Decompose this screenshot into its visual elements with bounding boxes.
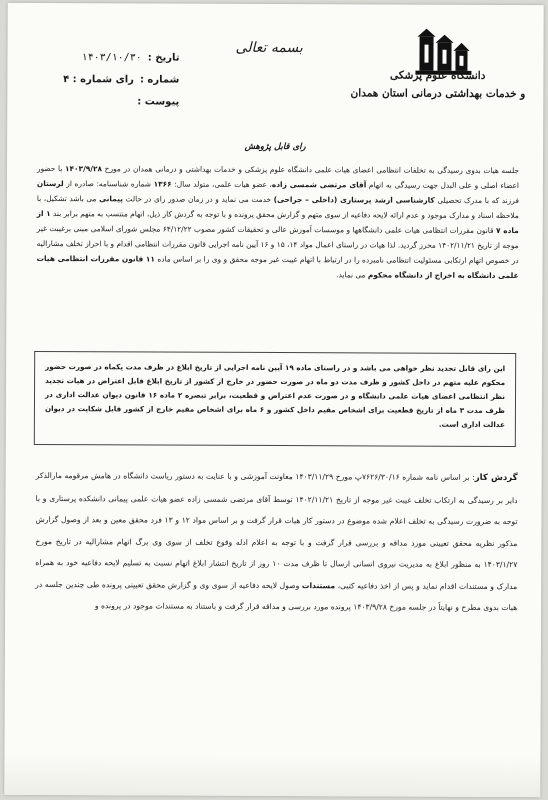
verdict-paragraph xyxy=(37,161,520,283)
verdict-text: ۱۱ قانون مقررات انتظامی هیات علمی دانشگاه به اخراج از دانشگاه محکوم xyxy=(36,253,519,281)
text-segment: : بر اساس نامه شماره ۷۶۲۶/۳۰/۱۶پ مورخ ۱۴۰۳/۱۱/۲۹ معاونت آموزشی و با عنایت به دستور ریاست دانشگاه در هامش مرقومه مارالذکر دایر بر رسیدگی به ارتکاب تخلف غیبت غیر موجه از تاریخ ۱۴۰۲/۱۱/۲۱ توسط آقای مرتضی شمسی زاده عضو هیات علمی پیمانی دانشکده پرستاری و با توجه به ضرورت رسیدگی به تخلف اعلام شده موضوع در دستور کار هیات قرار گرفت و بر اساس مواد ۱۲ و ۱۳ فرد محقق معین و بعد از وصول گزارش مذکور نظریه محقق تعیینی مورد مداقه و بررسی قرار گرفت و با توجه به اعلام ادله وقوع تخلف از سوی وی برگ اتهام مشارالیه در تاریخ مورخ ۱۴۰۳/۱/۲۷ به منظور ابلاغ به مدیریت نیروی انسانی ارسال تا ظرف مدت ۱۰ روز از تاریخ انتشار ابلاغ اتهام نسبت به تسلیم لایحه دفاعیه خود به همراه مدارک و مستندات اقدام نماید و پس از اخذ دفاعیه کتبی، xyxy=(35,470,518,591)
document-title: رای قابل پژوهش xyxy=(244,141,306,153)
number-row xyxy=(29,69,179,92)
issue-city: لرستان xyxy=(36,178,64,189)
text-segment: می باشد تشکیل، با ملاحظه اسناد و مدارک موجود و عدم ارائه لایحه دفاعیه از سوی متهم و گزارش محقق پرونده و با توجه به گردش کار ذیل، اتهام منتسب به متهم برابر بند xyxy=(36,193,519,221)
university-name xyxy=(295,66,525,103)
number-value: رای شماره : ۴ xyxy=(63,74,134,86)
date-label: تاریخ : xyxy=(147,52,180,64)
text-segment: خدمت می نماید و در زمان صدور رای در حالت xyxy=(122,194,274,204)
text-segment: وصول لایحه دفاعیه از سوی وی و گزارش محقق تعیینی پرونده طی چندین جلسه در هیات بدوی مطرح و نهایتاً در جلسه مورخ ۱۴۰۳/۹/۲۸ پرونده مورد بررسی و مداقه قرار گرفت و باستناد به مستندات موجود در پرونده و xyxy=(35,579,518,613)
attachment-label: پیوست : xyxy=(137,96,180,108)
date-value: ۱۴۰۳/۱۰/۳۰ xyxy=(81,52,142,64)
birth-year: ۱۳۶۶ xyxy=(153,179,172,189)
workflow-label: گردش کار xyxy=(474,472,518,484)
page-bottom-shadow xyxy=(4,755,540,797)
text-segment: شماره شناسنامه: صادره از xyxy=(63,179,154,189)
date-row xyxy=(29,47,179,70)
workflow-paragraph xyxy=(35,465,518,619)
accused-name: آقای مرتضی شمسی زاده xyxy=(271,179,367,190)
degree: کارشناسی ارشد پرستاری (داخلی – جراحی) xyxy=(273,194,435,205)
bismillah-heading: بسمه تعالی xyxy=(235,39,303,57)
attachment-row xyxy=(29,91,179,114)
university-name-line1: دانشگاه علوم پزشکی xyxy=(389,69,486,82)
text-segment: جلسه هیات بدوی رسیدگی به تخلفات انتظامی اعضای هیات علمی دانشگاه علوم پزشکی و خدمات بهداشتی و درمانی همدان در مورخ xyxy=(102,164,520,176)
text-segment: فرزند که با مدرک تحصیلی xyxy=(434,195,519,206)
session-date: ۱۴۰۳/۹/۲۸ xyxy=(65,164,103,174)
employment-status: پیمانی xyxy=(99,194,123,204)
appeal-notice-box: این رای قابل تجدید نظر خواهی می باشد و در راستای ماده ۱۹ آیین نامه اجرایی از تاریخ ابلاغ در ظرف مدت یکماه در صورت حضور محکوم علیه متهم در داخل کشور و ظرف مدت دو ماه در صورت حضور در خارج از کشور از تاریخ ابلاغ قابل اعتراض در هیات تجدید نظر انتظامی اعضای هیات علمی دانشگاه و در صورت عدم اعتراض و قطعیت، برابر تبصره ۲ ماده ۱۶ قانون دیوان عدالت اداری در ظرف مدت ۳ ماه از تاریخ قطعیت برای اشخاص مقیم داخل کشور و ۶ ماه برای اشخاص مقیم خارج از کشور قابل شکایت در دیوان عدالت اداری است. xyxy=(34,351,516,447)
text-segment: با حضور اعضاء اصلی و علی البدل جهت رسیدگی به اتهام xyxy=(36,163,519,191)
number-label: شماره : xyxy=(139,74,180,86)
university-name-line2: و خدمات بهداشتی درمانی استان همدان xyxy=(350,87,526,101)
evidence-label: مستندات xyxy=(301,580,336,590)
letter-meta xyxy=(29,47,179,114)
letter-page xyxy=(4,3,543,797)
legal-clause: ۱ از ماده ۷ xyxy=(36,208,519,236)
text-segment: ، عضو هیات علمی، متولد سال: xyxy=(171,179,272,189)
text-segment: می نماید. xyxy=(336,270,368,280)
text-segment: قانون مقررات انتظامی هیات علمی دانشگاهها و موسسات آموزش عالی و تحقیقات کشور مصوب ۶۴/۱۲/۲۲ مجلس شورای اسلامی مبنی برغیبت غیر موجه از تاریخ ۱۴۰۲/۱۱/۲۱ محرز گردید. لذا هیات در راستای اعمال مواد ۱۴، ۱۵ و ۱۶ آیین نامه اجرایی قانون مقررات انتظامی اقدام و با احراز تخلف مشارالیه در خصوص اتهام ارتکابی مسئولیت انتظامی نامبرده را در ارتباط با اتهام غیبت غیر موجه محقق و وی را بر اساس ماده xyxy=(36,223,519,266)
